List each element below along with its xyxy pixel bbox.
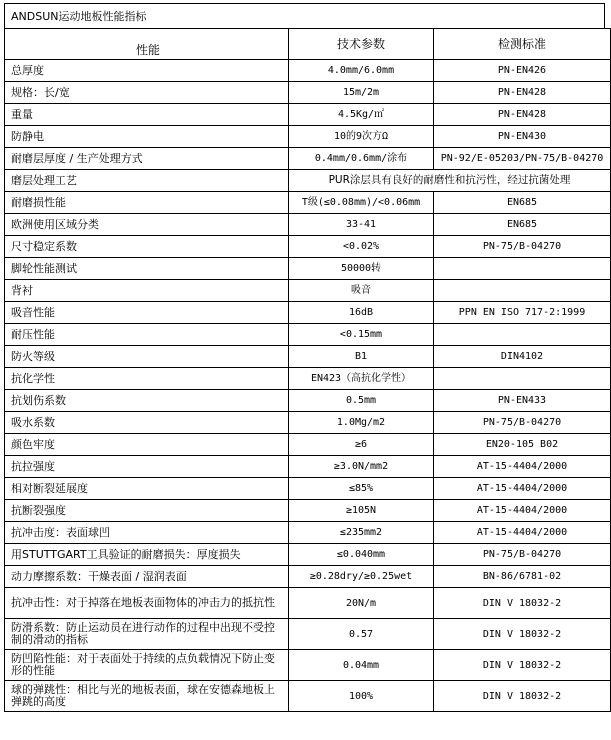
table-row — [5, 681, 611, 712]
property-cell: 规格：长/宽 — [5, 82, 289, 104]
parameter-cell: 0.4mm/0.6mm/涂布 — [289, 148, 434, 170]
parameter-cell: 4.5Kg/㎡ — [289, 104, 434, 126]
property-cell: 防火等级 — [5, 346, 289, 368]
standard-cell: PN-EN428 — [434, 104, 611, 126]
parameter-cell: ≥3.0N/mm2 — [289, 456, 434, 478]
standard-cell: EN685 — [434, 214, 611, 236]
standard-cell: PN-75/B-04270 — [434, 236, 611, 258]
property-cell: 防凹陷性能：对于表面处于持续的点负载情况下防止变形的性能 — [5, 650, 289, 681]
parameter-cell: ≤85% — [289, 478, 434, 500]
table-row — [5, 302, 611, 324]
parameter-cell: ≥0.28dry/≥0.25wet — [289, 566, 434, 588]
parameter-cell: 15m/2m — [289, 82, 434, 104]
property-cell: 重量 — [5, 104, 289, 126]
standard-cell: AT-15-4404/2000 — [434, 522, 611, 544]
parameter-cell: ≤235mm2 — [289, 522, 434, 544]
property-cell: 抗划伤系数 — [5, 390, 289, 412]
table-row — [5, 434, 611, 456]
property-cell: 耐磨损性能 — [5, 192, 289, 214]
standard-cell: AT-15-4404/2000 — [434, 500, 611, 522]
standard-cell — [434, 258, 611, 280]
property-cell: 吸水系数 — [5, 412, 289, 434]
standard-cell: EN20-105 B02 — [434, 434, 611, 456]
standard-cell — [434, 324, 611, 346]
table-row — [5, 280, 611, 302]
parameter-cell: 20N/m — [289, 588, 434, 619]
property-cell: 防静电 — [5, 126, 289, 148]
table-row — [5, 82, 611, 104]
property-cell: 抗冲击性：对于掉落在地板表面物体的冲击力的抵抗性 — [5, 588, 289, 619]
standard-cell: PN-EN433 — [434, 390, 611, 412]
standard-cell: EN685 — [434, 192, 611, 214]
property-cell: 脚轮性能测试 — [5, 258, 289, 280]
parameter-cell: 吸音 — [289, 280, 434, 302]
table-row — [5, 390, 611, 412]
standard-cell: BN-86/6781-02 — [434, 566, 611, 588]
header-standard: 检测标准 — [434, 29, 611, 60]
standard-cell: PN-EN428 — [434, 82, 611, 104]
standard-cell: PN-75/B-04270 — [434, 412, 611, 434]
property-cell: 动力摩擦系数：干燥表面 / 湿润表面 — [5, 566, 289, 588]
parameter-cell: PUR涂层具有良好的耐磨性和抗污性，经过抗菌处理 — [289, 170, 611, 192]
standard-cell — [434, 280, 611, 302]
property-cell: 耐压性能 — [5, 324, 289, 346]
table-row — [5, 324, 611, 346]
parameter-cell: B1 — [289, 346, 434, 368]
property-cell: 耐磨层厚度 / 生产处理方式 — [5, 148, 289, 170]
property-cell: 抗化学性 — [5, 368, 289, 390]
spec-table — [4, 28, 611, 712]
table-row — [5, 619, 611, 650]
property-cell: 尺寸稳定系数 — [5, 236, 289, 258]
parameter-cell: 0.57 — [289, 619, 434, 650]
table-row — [5, 258, 611, 280]
parameter-cell: 33-41 — [289, 214, 434, 236]
standard-cell: DIN4102 — [434, 346, 611, 368]
standard-cell: DIN V 18032-2 — [434, 588, 611, 619]
property-cell: 抗冲击度：表面球凹 — [5, 522, 289, 544]
standard-cell: PN-75/B-04270 — [434, 544, 611, 566]
table-row — [5, 650, 611, 681]
property-cell: 球的弹跳性：相比与光的地板表面，球在安德森地板上弹跳的高度 — [5, 681, 289, 712]
property-cell: 抗断裂强度 — [5, 500, 289, 522]
table-row — [5, 236, 611, 258]
standard-cell: PN-92/E-05203/PN-75/B-04270 — [434, 148, 611, 170]
parameter-cell: 50000转 — [289, 258, 434, 280]
property-cell: 吸音性能 — [5, 302, 289, 324]
standard-cell: DIN V 18032-2 — [434, 681, 611, 712]
header-property: 性能 — [5, 29, 289, 60]
parameter-cell: ≤0.040mm — [289, 544, 434, 566]
table-row — [5, 456, 611, 478]
table-row — [5, 544, 611, 566]
parameter-cell: 16dB — [289, 302, 434, 324]
parameter-cell: T级(≤0.08mm)/<0.06mm — [289, 192, 434, 214]
table-row — [5, 104, 611, 126]
parameter-cell: <0.02% — [289, 236, 434, 258]
table-row — [5, 412, 611, 434]
parameter-cell: ≥6 — [289, 434, 434, 456]
table-row — [5, 126, 611, 148]
table-row — [5, 346, 611, 368]
table-row — [5, 522, 611, 544]
table-header-row — [5, 29, 611, 60]
standard-cell: AT-15-4404/2000 — [434, 456, 611, 478]
standard-cell: PN-EN430 — [434, 126, 611, 148]
table-row — [5, 368, 611, 390]
property-cell: 抗拉强度 — [5, 456, 289, 478]
parameter-cell: <0.15mm — [289, 324, 434, 346]
parameter-cell: 0.04mm — [289, 650, 434, 681]
table-row — [5, 60, 611, 82]
property-cell: 颜色牢度 — [5, 434, 289, 456]
property-cell: 相对断裂延展度 — [5, 478, 289, 500]
parameter-cell: 10的9次方Ω — [289, 126, 434, 148]
parameter-cell: EN423（高抗化学性） — [289, 368, 434, 390]
property-cell: 用STUTTGART工具验证的耐磨损失：厚度损失 — [5, 544, 289, 566]
standard-cell: AT-15-4404/2000 — [434, 478, 611, 500]
parameter-cell: 1.0Mg/m2 — [289, 412, 434, 434]
table-row — [5, 588, 611, 619]
parameter-cell: 0.5mm — [289, 390, 434, 412]
standard-cell: PN-EN426 — [434, 60, 611, 82]
standard-cell — [434, 368, 611, 390]
property-cell: 防滑系数：防止运动员在进行动作的过程中出现不受控制的滑动的指标 — [5, 619, 289, 650]
table-row — [5, 478, 611, 500]
spec-sheet — [4, 3, 605, 712]
header-parameter: 技术参数 — [289, 29, 434, 60]
table-row — [5, 192, 611, 214]
sheet-title: ANDSUN运动地板性能指标 — [4, 3, 605, 28]
property-cell: 背衬 — [5, 280, 289, 302]
parameter-cell: ≥105N — [289, 500, 434, 522]
property-cell: 总厚度 — [5, 60, 289, 82]
standard-cell: DIN V 18032-2 — [434, 619, 611, 650]
table-row — [5, 566, 611, 588]
parameter-cell: 100% — [289, 681, 434, 712]
table-row — [5, 148, 611, 170]
table-row — [5, 170, 611, 192]
table-row — [5, 214, 611, 236]
table-row — [5, 500, 611, 522]
standard-cell: DIN V 18032-2 — [434, 650, 611, 681]
property-cell: 欧洲使用区域分类 — [5, 214, 289, 236]
property-cell: 磨层处理工艺 — [5, 170, 289, 192]
parameter-cell: 4.0mm/6.0mm — [289, 60, 434, 82]
standard-cell: PPN EN ISO 717-2:1999 — [434, 302, 611, 324]
